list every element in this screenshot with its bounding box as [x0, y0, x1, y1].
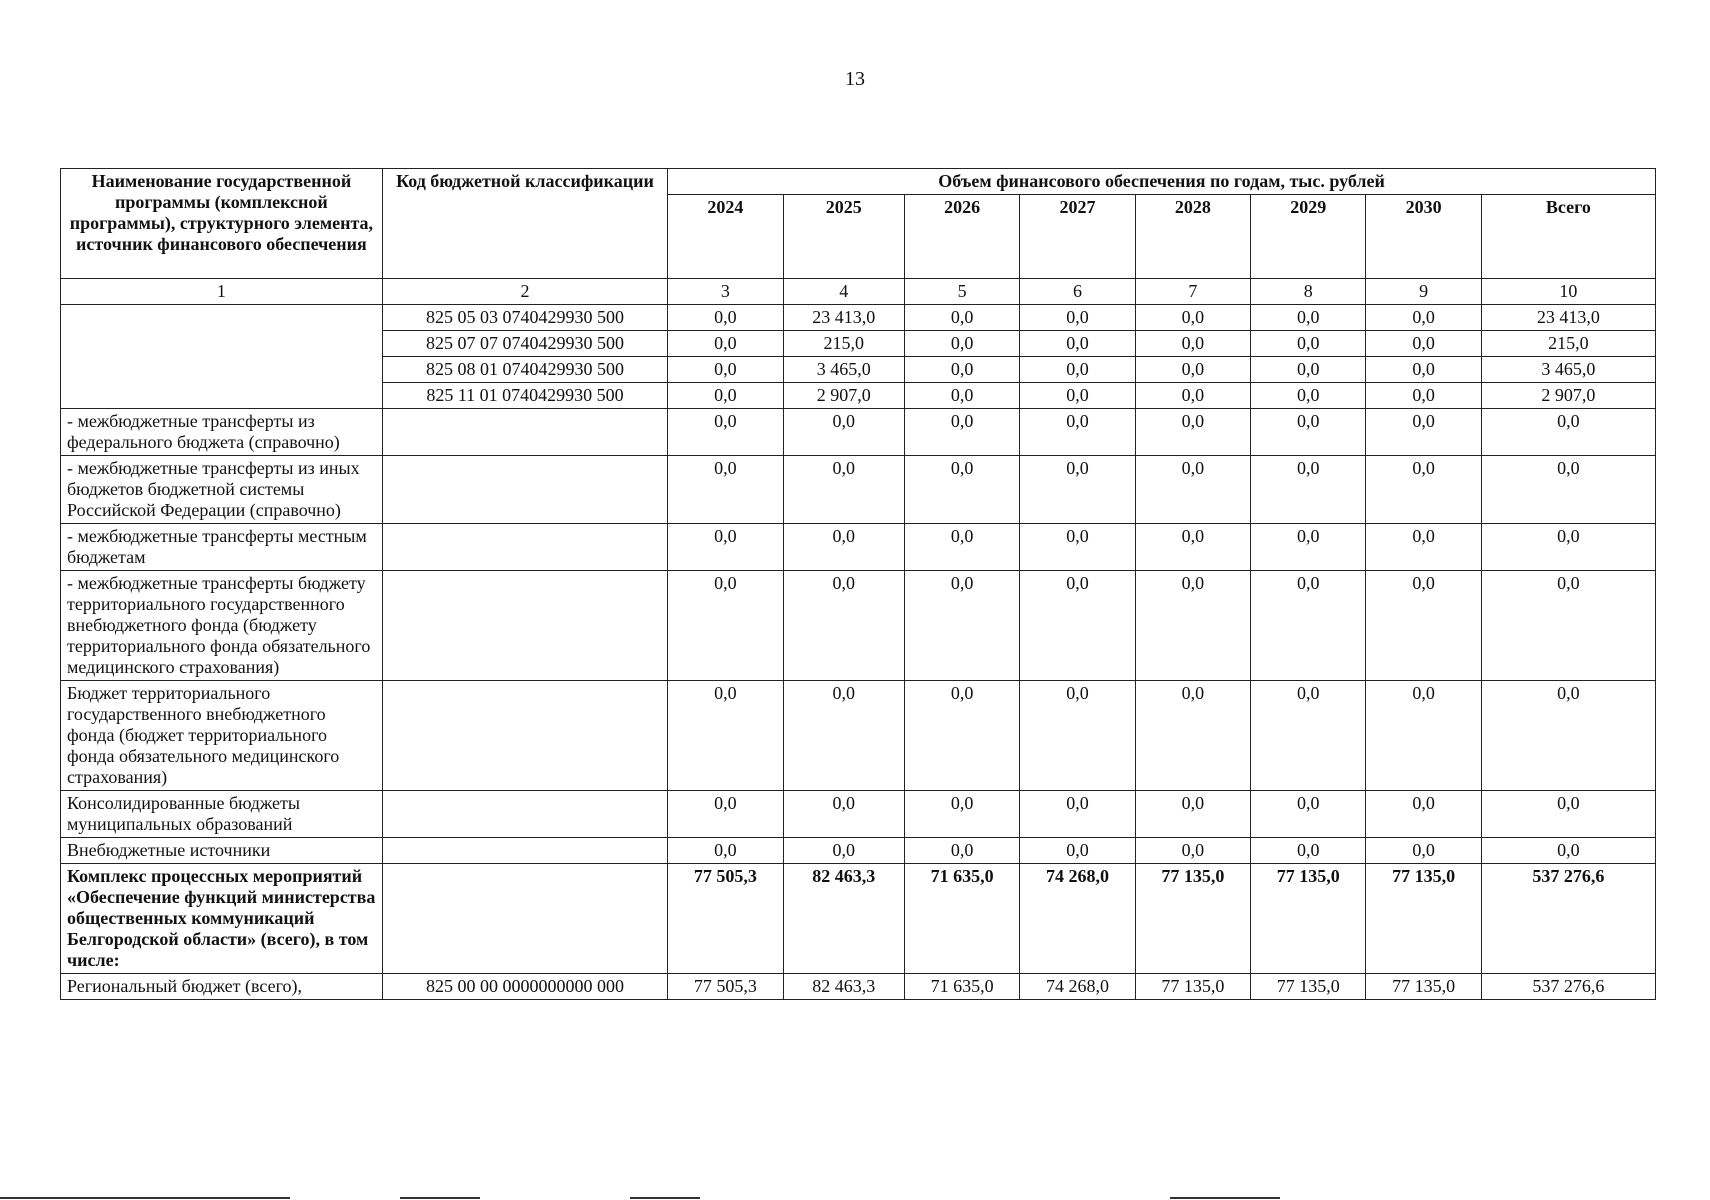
year-value-cell: 0,0	[1020, 681, 1135, 791]
column-number: 8	[1251, 279, 1366, 305]
total-value-cell: 2 907,0	[1481, 383, 1655, 409]
row-name-cell: Внебюджетные источники	[61, 838, 383, 864]
year-value-cell: 0,0	[904, 357, 1019, 383]
year-value-cell: 0,0	[1020, 331, 1135, 357]
year-value-cell: 0,0	[1251, 357, 1366, 383]
table-row	[61, 305, 1656, 331]
year-value-cell: 0,0	[904, 383, 1019, 409]
year-value-cell: 2 907,0	[783, 383, 904, 409]
row-name-cell: Бюджет территориального государственного внебюджетного фонда (бюджет территориального фонда обязательного медицинского страхования)	[61, 681, 383, 791]
budget-code-cell	[382, 456, 667, 524]
table-row	[61, 974, 1656, 1000]
total-value-cell: 0,0	[1481, 409, 1655, 456]
row-name-cell: Региональный бюджет (всего),	[61, 974, 383, 1000]
table-row	[61, 524, 1656, 571]
year-value-cell: 82 463,3	[783, 864, 904, 974]
header-year: 2024	[668, 195, 783, 279]
row-name-cell	[61, 305, 383, 409]
header-year: 2029	[1251, 195, 1366, 279]
year-value-cell: 0,0	[668, 409, 783, 456]
year-value-cell: 0,0	[1135, 838, 1250, 864]
table-row	[61, 864, 1656, 974]
financing-table	[60, 168, 1656, 1000]
column-number: 4	[783, 279, 904, 305]
year-value-cell: 0,0	[783, 409, 904, 456]
year-value-cell: 0,0	[1135, 409, 1250, 456]
year-value-cell: 71 635,0	[904, 864, 1019, 974]
year-value-cell: 0,0	[1366, 524, 1481, 571]
year-value-cell: 0,0	[1135, 681, 1250, 791]
year-value-cell: 77 135,0	[1251, 974, 1366, 1000]
column-number: 2	[382, 279, 667, 305]
year-value-cell: 0,0	[904, 456, 1019, 524]
year-value-cell: 0,0	[1020, 409, 1135, 456]
table-row	[61, 791, 1656, 838]
column-number: 10	[1481, 279, 1655, 305]
total-value-cell: 23 413,0	[1481, 305, 1655, 331]
scan-artifact	[400, 1197, 480, 1199]
year-value-cell: 0,0	[783, 838, 904, 864]
table-row	[61, 571, 1656, 681]
budget-code-cell: 825 07 07 0740429930 500	[382, 331, 667, 357]
year-value-cell: 77 135,0	[1366, 974, 1481, 1000]
year-value-cell: 0,0	[1135, 357, 1250, 383]
year-value-cell: 0,0	[1366, 383, 1481, 409]
budget-code-cell	[382, 524, 667, 571]
year-value-cell: 0,0	[904, 409, 1019, 456]
year-value-cell: 0,0	[1135, 305, 1250, 331]
year-value-cell: 0,0	[904, 331, 1019, 357]
year-value-cell: 0,0	[668, 838, 783, 864]
year-value-cell: 0,0	[1366, 456, 1481, 524]
year-value-cell: 77 135,0	[1135, 974, 1250, 1000]
year-value-cell: 0,0	[1135, 571, 1250, 681]
year-value-cell: 0,0	[904, 571, 1019, 681]
header-year: 2027	[1020, 195, 1135, 279]
total-value-cell: 0,0	[1481, 571, 1655, 681]
year-value-cell: 0,0	[1251, 524, 1366, 571]
column-number: 3	[668, 279, 783, 305]
year-value-cell: 0,0	[1251, 409, 1366, 456]
year-value-cell: 0,0	[1251, 681, 1366, 791]
table-row	[61, 456, 1656, 524]
page-number: 13	[845, 68, 865, 90]
header-volume: Объем финансового обеспечения по годам, тыс. рублей	[668, 169, 1656, 195]
total-value-cell: 215,0	[1481, 331, 1655, 357]
total-value-cell: 0,0	[1481, 838, 1655, 864]
header-year: 2026	[904, 195, 1019, 279]
year-value-cell: 0,0	[1020, 383, 1135, 409]
year-value-cell: 0,0	[1135, 791, 1250, 838]
year-value-cell: 82 463,3	[783, 974, 904, 1000]
year-value-cell: 0,0	[1366, 357, 1481, 383]
year-value-cell: 0,0	[904, 305, 1019, 331]
header-year: 2025	[783, 195, 904, 279]
year-value-cell: 0,0	[668, 456, 783, 524]
year-value-cell: 0,0	[1020, 838, 1135, 864]
budget-code-cell: 825 11 01 0740429930 500	[382, 383, 667, 409]
year-value-cell: 71 635,0	[904, 974, 1019, 1000]
budget-code-cell: 825 08 01 0740429930 500	[382, 357, 667, 383]
year-value-cell: 0,0	[904, 681, 1019, 791]
budget-code-cell	[382, 681, 667, 791]
scan-artifact	[1170, 1197, 1280, 1199]
year-value-cell: 0,0	[668, 681, 783, 791]
year-value-cell: 0,0	[1020, 571, 1135, 681]
year-value-cell: 0,0	[1251, 383, 1366, 409]
row-name-cell: - межбюджетные трансферты местным бюджетам	[61, 524, 383, 571]
column-number: 9	[1366, 279, 1481, 305]
year-value-cell: 0,0	[1366, 331, 1481, 357]
column-number: 6	[1020, 279, 1135, 305]
table-row	[61, 838, 1656, 864]
total-value-cell: 537 276,6	[1481, 864, 1655, 974]
year-value-cell: 0,0	[1366, 409, 1481, 456]
year-value-cell: 0,0	[904, 791, 1019, 838]
year-value-cell: 0,0	[783, 571, 904, 681]
year-value-cell: 0,0	[1366, 681, 1481, 791]
year-value-cell: 0,0	[668, 305, 783, 331]
year-value-cell: 74 268,0	[1020, 864, 1135, 974]
year-value-cell: 23 413,0	[783, 305, 904, 331]
year-value-cell: 0,0	[1135, 383, 1250, 409]
year-value-cell: 0,0	[668, 571, 783, 681]
year-value-cell: 0,0	[1135, 331, 1250, 357]
header-year: 2028	[1135, 195, 1250, 279]
year-value-cell: 74 268,0	[1020, 974, 1135, 1000]
scan-artifact	[0, 1197, 290, 1199]
year-value-cell: 77 135,0	[1135, 864, 1250, 974]
year-value-cell: 0,0	[668, 524, 783, 571]
year-value-cell: 0,0	[1020, 305, 1135, 331]
column-number: 1	[61, 279, 383, 305]
budget-code-cell	[382, 791, 667, 838]
year-value-cell: 0,0	[1135, 524, 1250, 571]
year-value-cell: 0,0	[668, 383, 783, 409]
row-name-cell: - межбюджетные трансферты из федерального бюджета (справочно)	[61, 409, 383, 456]
year-value-cell: 0,0	[1251, 305, 1366, 331]
budget-code-cell	[382, 864, 667, 974]
year-value-cell: 0,0	[904, 838, 1019, 864]
year-value-cell: 0,0	[1251, 571, 1366, 681]
row-name-cell: - межбюджетные трансферты бюджету территориального государственного внебюджетного фонда (бюджету территориального фонда обязательного медицинского страхования)	[61, 571, 383, 681]
year-value-cell: 0,0	[904, 524, 1019, 571]
year-value-cell: 0,0	[1366, 838, 1481, 864]
total-value-cell: 0,0	[1481, 524, 1655, 571]
year-value-cell: 77 135,0	[1251, 864, 1366, 974]
total-value-cell: 537 276,6	[1481, 974, 1655, 1000]
year-value-cell: 0,0	[1020, 524, 1135, 571]
header-total: Всего	[1481, 195, 1655, 279]
column-number: 5	[904, 279, 1019, 305]
budget-code-cell: 825 05 03 0740429930 500	[382, 305, 667, 331]
row-name-cell: - межбюджетные трансферты из иных бюджетов бюджетной системы Российской Федерации (справочно)	[61, 456, 383, 524]
year-value-cell: 215,0	[783, 331, 904, 357]
year-value-cell: 0,0	[783, 456, 904, 524]
year-value-cell: 0,0	[1020, 791, 1135, 838]
year-value-cell: 0,0	[1366, 571, 1481, 681]
total-value-cell: 0,0	[1481, 791, 1655, 838]
year-value-cell: 0,0	[783, 524, 904, 571]
year-value-cell: 3 465,0	[783, 357, 904, 383]
year-value-cell: 0,0	[1251, 791, 1366, 838]
row-name-cell: Комплекс процессных мероприятий «Обеспечение функций министерства общественных коммуникаций Белгородской области» (всего), в том числе:	[61, 864, 383, 974]
total-value-cell: 0,0	[1481, 456, 1655, 524]
column-number: 7	[1135, 279, 1250, 305]
year-value-cell: 0,0	[783, 681, 904, 791]
year-value-cell: 77 135,0	[1366, 864, 1481, 974]
year-value-cell: 0,0	[668, 357, 783, 383]
year-value-cell: 0,0	[1366, 791, 1481, 838]
year-value-cell: 77 505,3	[668, 974, 783, 1000]
year-value-cell: 0,0	[1251, 838, 1366, 864]
year-value-cell: 0,0	[1251, 456, 1366, 524]
total-value-cell: 0,0	[1481, 681, 1655, 791]
year-value-cell: 0,0	[1020, 357, 1135, 383]
header-name: Наименование государственной программы (комплексной программы), структурного элемента, источник финансового обеспечения	[61, 169, 383, 279]
year-value-cell: 0,0	[783, 791, 904, 838]
budget-code-cell	[382, 409, 667, 456]
table-row	[61, 681, 1656, 791]
year-value-cell: 0,0	[1135, 456, 1250, 524]
year-value-cell: 0,0	[1366, 305, 1481, 331]
year-value-cell: 0,0	[1251, 331, 1366, 357]
total-value-cell: 3 465,0	[1481, 357, 1655, 383]
header-code: Код бюджетной классификации	[382, 169, 667, 279]
table-row	[61, 409, 1656, 456]
budget-code-cell: 825 00 00 0000000000 000	[382, 974, 667, 1000]
row-name-cell: Консолидированные бюджеты муниципальных образований	[61, 791, 383, 838]
budget-code-cell	[382, 838, 667, 864]
year-value-cell: 0,0	[668, 791, 783, 838]
year-value-cell: 0,0	[668, 331, 783, 357]
year-value-cell: 0,0	[1020, 456, 1135, 524]
year-value-cell: 77 505,3	[668, 864, 783, 974]
scan-artifact	[630, 1197, 700, 1199]
budget-code-cell	[382, 571, 667, 681]
header-year: 2030	[1366, 195, 1481, 279]
